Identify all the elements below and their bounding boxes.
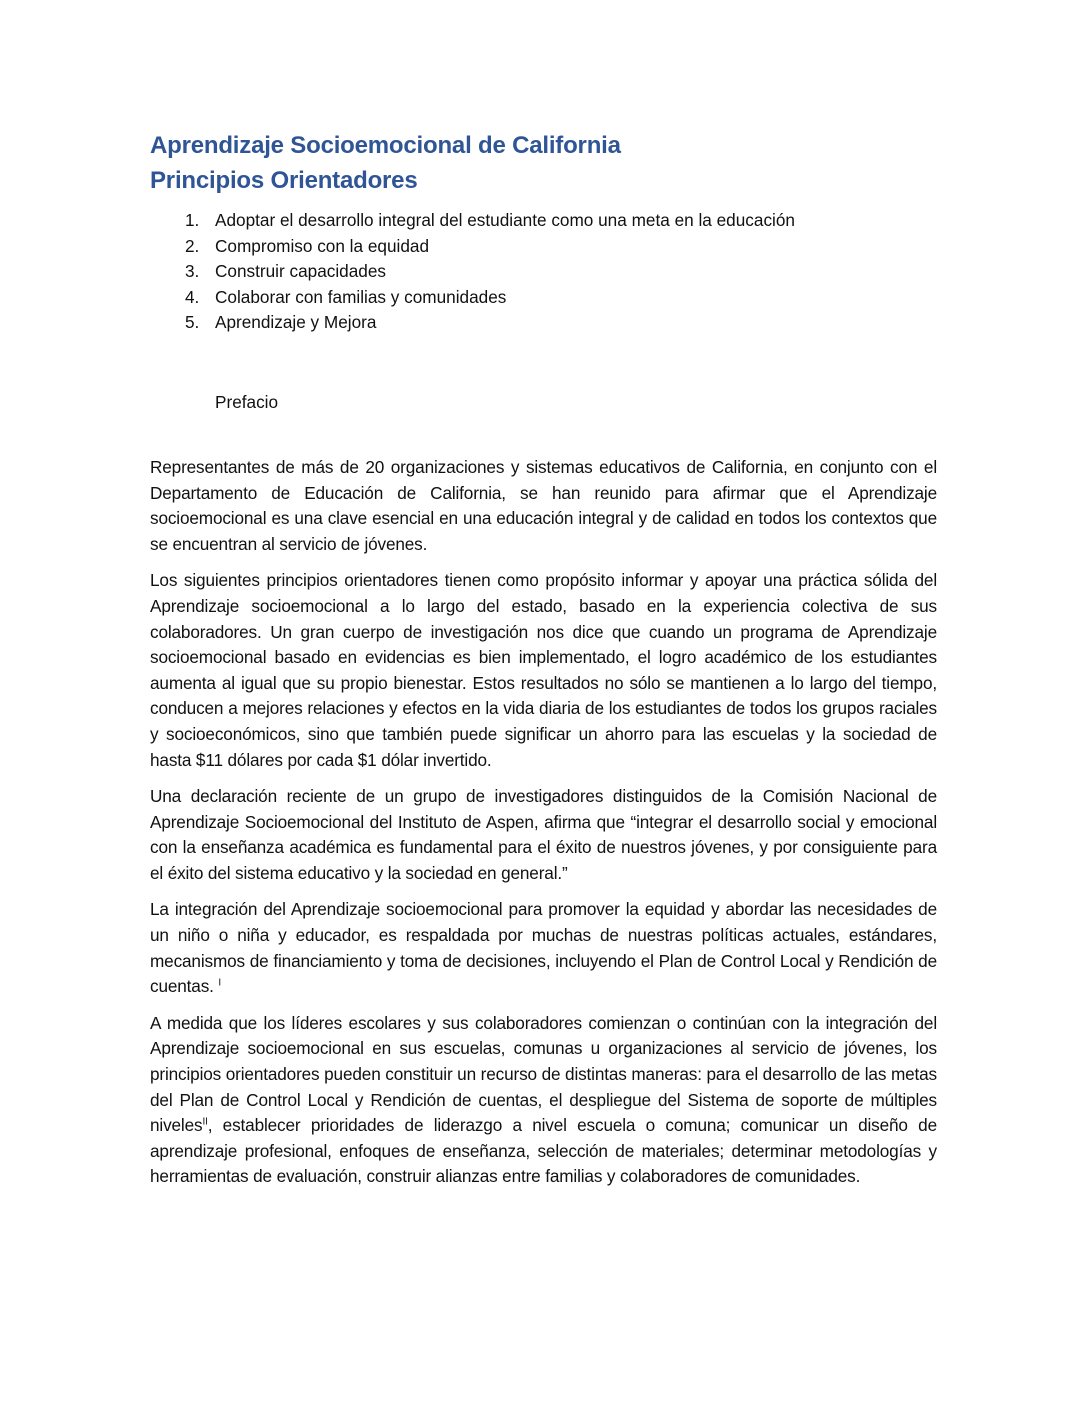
list-item: [150, 208, 937, 234]
document-content: [150, 128, 937, 1201]
list-item: [150, 259, 937, 285]
title-line-2: Principios Orientadores: [150, 167, 418, 194]
footnote-marker-2[interactable]: II: [202, 1116, 208, 1128]
list-item-text: Colaborar con familias y comunidades: [215, 286, 507, 307]
list-item-text: Compromiso con la equidad: [215, 235, 430, 256]
list-item-number: 5.: [185, 312, 200, 333]
document-title: [150, 128, 937, 198]
body-paragraphs: [150, 455, 937, 1190]
paragraph-1: Representantes de más de 20 organizaciones y sistemas educativos de California, en conjunto con el Departamento de Educación de California, se han reunido para afirmar que el Aprendizaje socioemocional es una clave esencial en una educación integral y de calidad en todos los contextos que se encuentran al servicio de jóvenes.: [150, 456, 937, 554]
title-line-1: Aprendizaje Socioemocional de California: [150, 132, 621, 159]
preface-heading: Prefacio: [215, 391, 279, 412]
paragraph-5-text-before: A medida que los líderes escolares y sus colaboradores comienzan o continúan con la integración del Aprendizaje socioemocional en sus escuelas, comunas u organizaciones al servicio de jóvenes, los principios orientadores pueden constituir un recurso de distintas maneras: para el desarrollo de las metas del Plan de Control Local y Rendición de cuentas, el despliegue del Sistema de soporte de múltiples niveles: [150, 1012, 937, 1136]
list-item: [150, 310, 937, 336]
principles-list: [150, 208, 937, 336]
paragraph-2: Los siguientes principios orientadores tienen como propósito informar y apoyar una práctica sólida del Aprendizaje socioemocional a lo largo del estado, basado en la experiencia colectiva de sus colaboradores. Un gran cuerpo de investigación nos dice que cuando un programa de Aprendizaje socioemocional basado en evidencias es bien implementado, el logro académico de los estudiantes aumenta al igual que su propio bienestar. Estos resultados no sólo se mantienen a lo largo del tiempo, conducen a mejores relaciones y efectos en la vida diaria de los estudiantes de todos los grupos raciales y socioeconómicos, sino que también puede significar un ahorro para las escuelas y la sociedad de hasta $11 dólares por cada $1 dólar invertido.: [150, 570, 937, 770]
list-item-text: Adoptar el desarrollo integral del estudiante como una meta en la educación: [215, 210, 795, 230]
paragraph-5-text-after: , establecer prioridades de liderazgo a nivel escuela o comuna; comunicar un diseño de aprendizaje profesional, enfoques de enseñanza, selección de materiales; determinar metodologías y herramientas de evaluación, construir alianzas entre familias y colaboradores de comunidades.: [150, 1115, 937, 1187]
list-item-number: 4.: [185, 286, 200, 307]
list-item: [150, 234, 937, 260]
paragraph-4: [150, 897, 937, 999]
list-item-number: 1.: [185, 210, 200, 230]
paragraph-5: [150, 1011, 937, 1190]
list-item-number: 3.: [185, 261, 200, 282]
list-item-text: Construir capacidades: [215, 261, 387, 282]
paragraph-4-text: La integración del Aprendizaje socioemocional para promover la equidad y abordar las necesidades de un niño o niña y educador, es respaldada por muchas de nuestras políticas actuales, estándares, mecanismos de financiamiento y toma de decisiones, incluyendo el Plan de Control Local y Rendición de cuentas.: [150, 899, 937, 997]
list-item-number: 2.: [185, 235, 200, 256]
footnote-marker-1[interactable]: I: [218, 977, 222, 989]
paragraph-3: Una declaración reciente de un grupo de investigadores distinguidos de la Comisión Nacional de Aprendizaje Socioemocional del Instituto de Aspen, afirma que “integrar el desarrollo social y emocional con la enseñanza académica es fundamental para el éxito de nuestros jóvenes, y por consiguiente para el éxito del sistema educativo y la sociedad en general.”: [150, 786, 937, 883]
list-item: [150, 285, 937, 311]
list-item-text: Aprendizaje y Mejora: [215, 312, 377, 333]
